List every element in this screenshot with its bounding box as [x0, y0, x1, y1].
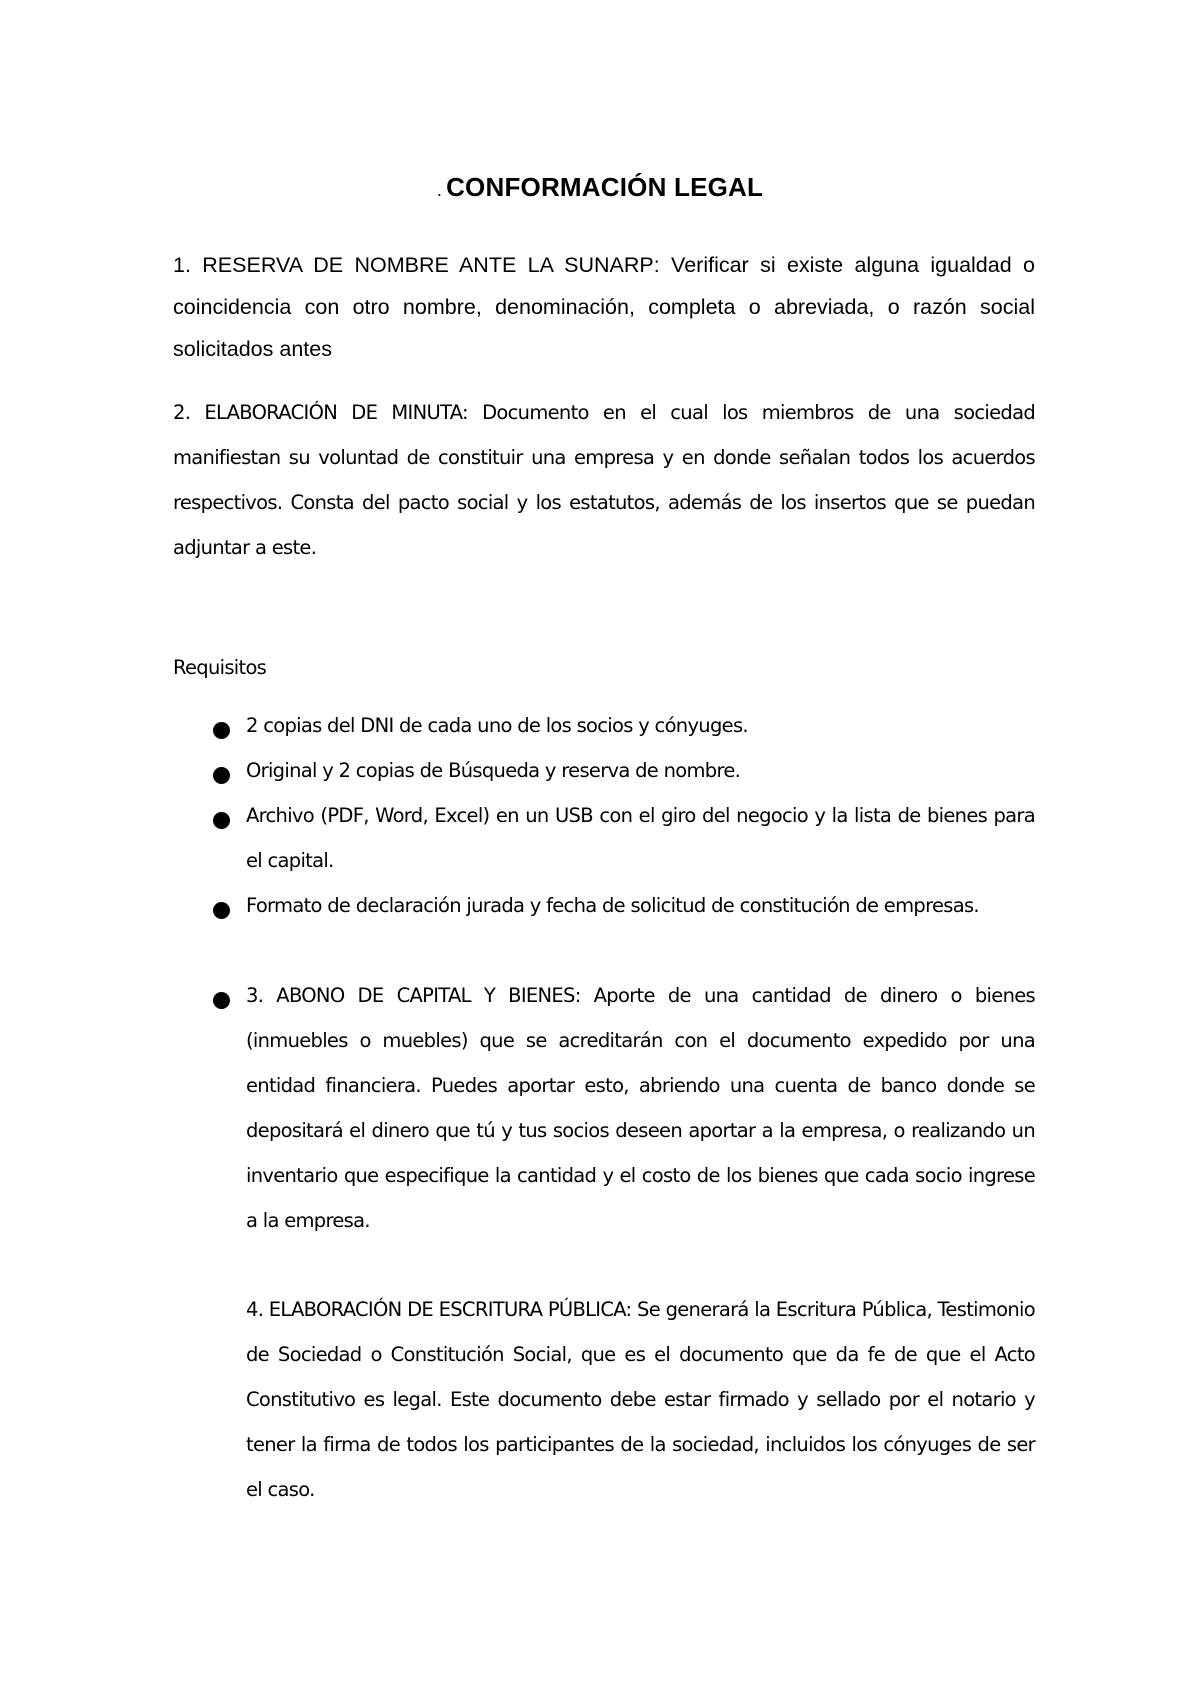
section-4-paragraph: 4. ELABORACIÓN DE ESCRITURA PÚBLICA: Se generará la Escritura Pública, Testimonio de Sociedad o Constitución Social, que es el documento que da fe de que el Acto Constitutivo es legal. Este documento debe estar firmado y sellado por el notario y tener la firma de todos los participantes de la sociedad, incluidos los cónyuges de ser el caso.: [246, 1298, 1035, 1501]
list-item: 2 copias del DNI de cada uno de los socios y cónyuges.: [246, 714, 748, 737]
page-title: [0, 172, 1200, 203]
bullet-dot: [213, 902, 230, 919]
title-text: CONFORMACIÓN LEGAL: [446, 172, 764, 202]
list-item: Formato de declaración jurada y fecha de solicitud de constitución de empresas.: [246, 894, 979, 917]
requirements-heading: Requisitos: [173, 656, 267, 679]
section-2-paragraph: 2. ELABORACIÓN DE MINUTA: Documento en el cual los miembros de una sociedad manifiestan su voluntad de constituir una empresa y en donde señalan todos los acuerdos respectivos. Consta del pacto social y los estatutos, además de los insertos que se puedan adjuntar a este.: [173, 401, 1035, 559]
bullet-dot: [213, 812, 230, 829]
section-1-paragraph: 1. RESERVA DE NOMBRE ANTE LA SUNARP: Verificar si existe alguna igualdad o coincidencia con otro nombre, denominación, completa o abreviada, o razón social solicitados antes: [173, 253, 1035, 361]
list-item: Archivo (PDF, Word, Excel) en un USB con el giro del negocio y la lista de bienes para el capital.: [246, 804, 1035, 872]
list-item: Original y 2 copias de Búsqueda y reserva de nombre.: [246, 759, 741, 782]
bullet-dot: [213, 722, 230, 739]
bullet-dot: [213, 992, 230, 1009]
bullet-dot: [213, 767, 230, 784]
title-prefix: .: [436, 180, 443, 200]
list-item: 3. ABONO DE CAPITAL Y BIENES: Aporte de una cantidad de dinero o bienes (inmuebles o muebles) que se acreditarán con el documento expedido por una entidad financiera. Puedes aportar esto, abriendo una cuenta de banco donde se depositará el dinero que tú y tus socios deseen aportar a la empresa, o realizando un inventario que especifique la cantidad y el costo de los bienes que cada socio ingrese a la empresa.: [246, 984, 1035, 1232]
